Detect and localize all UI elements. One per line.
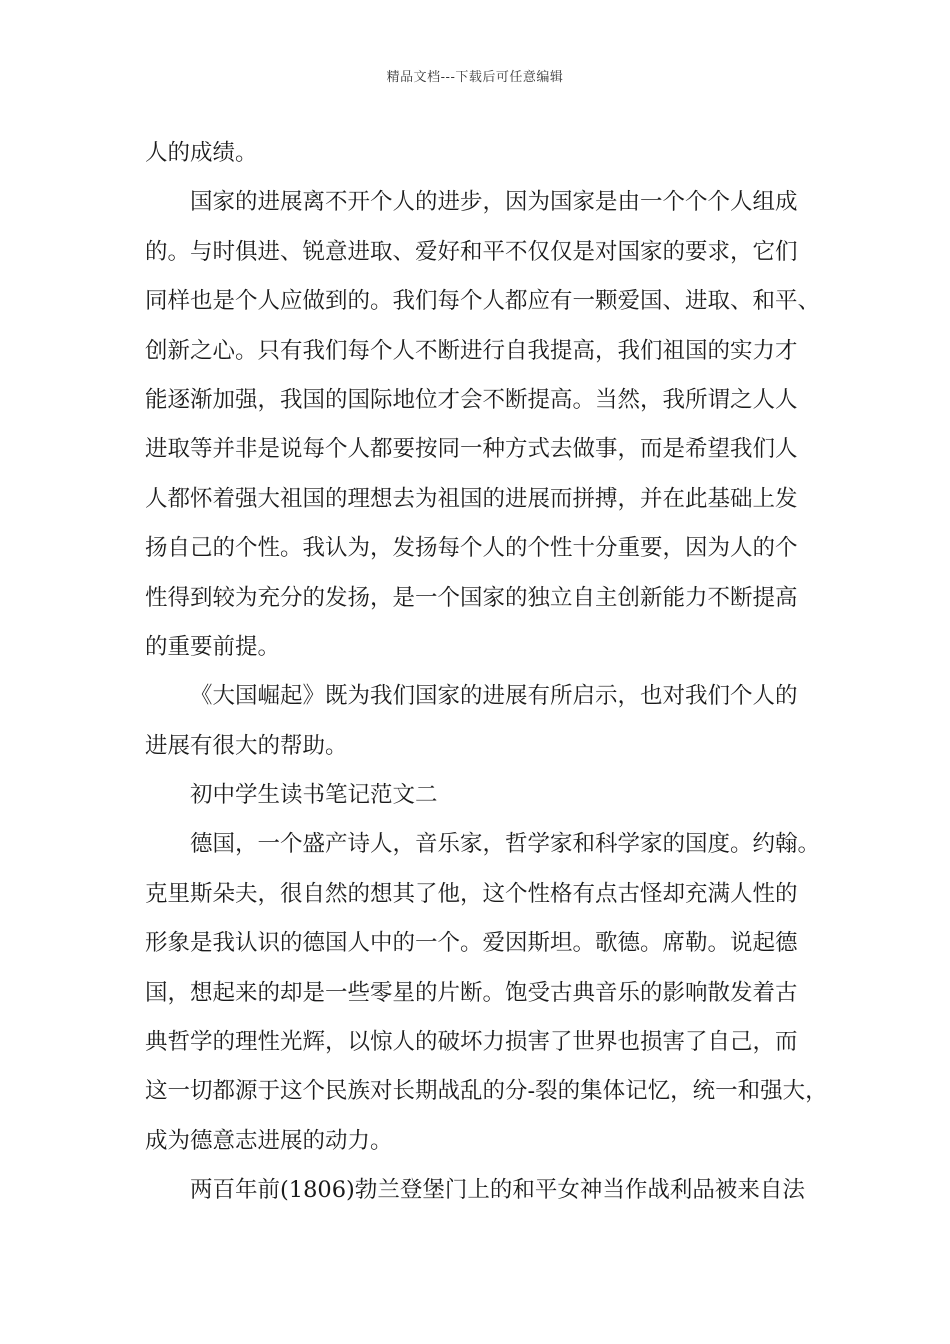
text-line: 的重要前提。 [145, 633, 281, 660]
text-line: 形象是我认识的德国人中的一个。爱因斯坦。歌德。席勒。说起德 [145, 930, 798, 957]
text-line: 德国，一个盛产诗人，音乐家，哲学家和科学家的国度。约翰。 [190, 831, 821, 858]
text-line: 能逐渐加强，我国的国际地位才会不断提高。当然，我所谓之人人 [145, 386, 798, 413]
text-line: 克里斯朵夫，很自然的想其了他，这个性格有点古怪却充满人性的 [145, 880, 798, 907]
text-line: 进展有很大的帮助。 [145, 732, 348, 759]
text-line: 成为德意志进展的动力。 [145, 1127, 393, 1154]
document-body [145, 134, 828, 1221]
text-line: 人都怀着强大祖国的理想去为祖国的进展而拼搏，并在此基础上发 [145, 485, 798, 512]
page-header: 精品文档---下载后可任意编辑 [386, 70, 564, 85]
text-line: 人的成绩。 [145, 140, 258, 166]
text-line: 国家的进展离不开个人的进步，因为国家是由一个个个人组成 [190, 189, 798, 216]
text-line: 初中学生读书笔记范文二 [190, 782, 438, 809]
text-line: 性得到较为充分的发扬，是一个国家的独立自主创新能力不断提高 [145, 584, 798, 611]
text-line: 创新之心。只有我们每个人不断进行自我提高，我们祖国的实力才 [145, 337, 798, 364]
text-line: 的。与时俱进、锐意进取、爱好和平不仅仅是对国家的要求，它们 [145, 238, 798, 265]
text-line: 国，想起来的却是一些零星的片断。饱受古典音乐的影响散发着古 [145, 979, 798, 1006]
text-line: 进取等并非是说每个人都要按同一种方式去做事，而是希望我们人 [145, 436, 798, 463]
text-line: 两百年前(1806)勃兰登堡门上的和平女神当作战利品被来自法 [190, 1177, 805, 1204]
text-line: 《大国崛起》既为我们国家的进展有所启示，也对我们个人的 [190, 683, 798, 710]
text-line: 扬自己的个性。我认为，发扬每个人的个性十分重要，因为人的个 [145, 535, 798, 562]
text-line: 典哲学的理性光辉，以惊人的破坏力损害了世界也损害了自己，而 [145, 1029, 798, 1056]
text-line: 这一切都源于这个民族对长期战乱的分-裂的集体记忆，统一和强大， [145, 1078, 828, 1105]
text-line: 同样也是个人应做到的。我们每个人都应有一颗爱国、进取、和平、 [145, 288, 821, 315]
